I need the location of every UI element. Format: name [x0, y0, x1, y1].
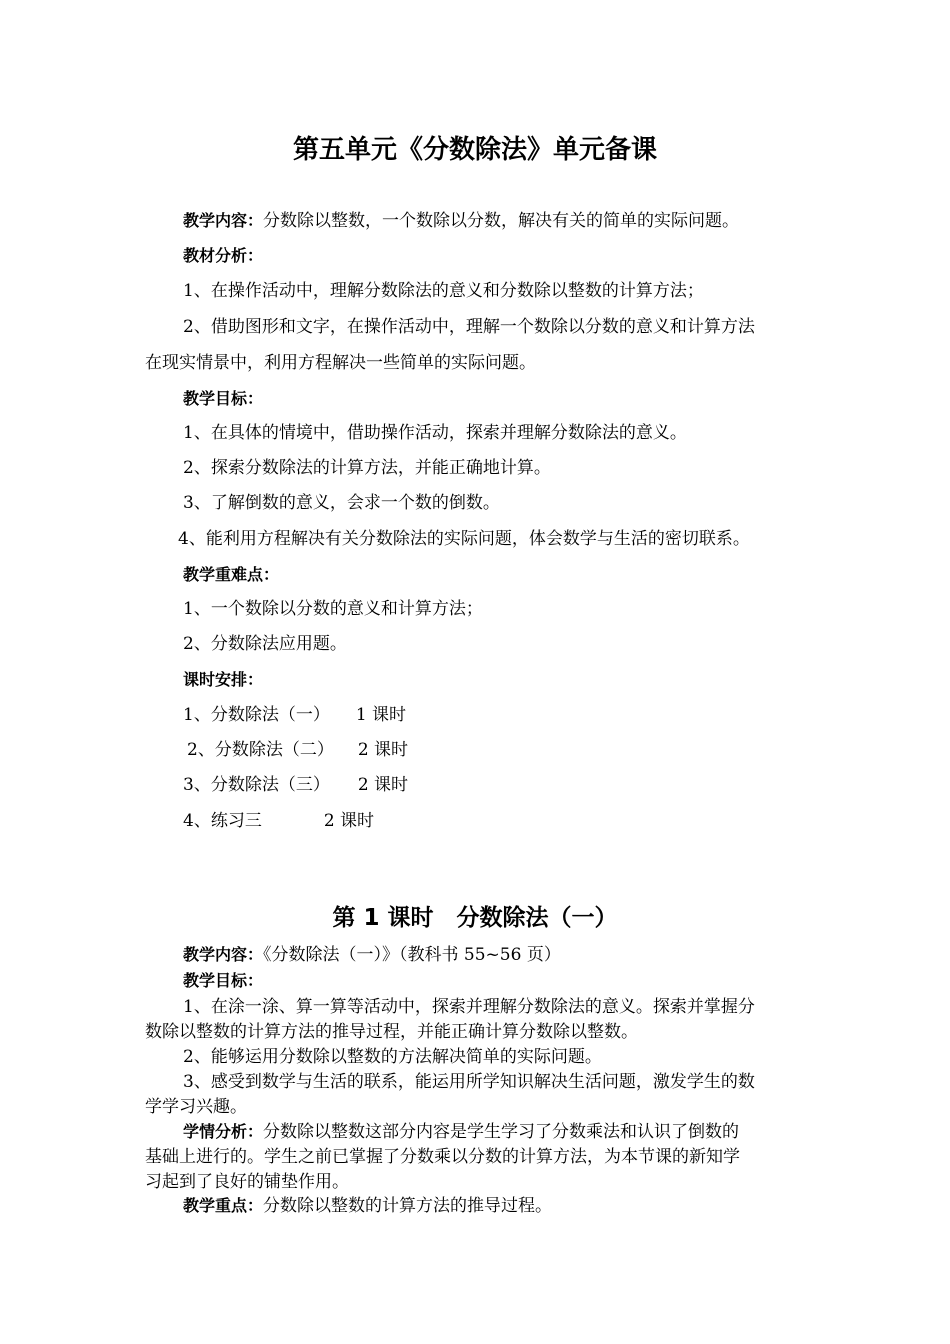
- lesson-goals-line: 1、在涂一涂、算一算等活动中，探索并理解分数除法的意义。探索并掌握分: [183, 997, 755, 1017]
- lesson-focus: [183, 1195, 552, 1217]
- schedule-hours: 2 课时: [357, 775, 409, 795]
- unit-analysis-label: 教材分析：: [183, 246, 264, 265]
- unit-content: [183, 210, 739, 232]
- unit-key-item: 1、一个数除以分数的意义和计算方法；: [183, 599, 483, 619]
- schedule-name: 2、分数除法（二）: [187, 740, 334, 760]
- lesson-situation-label: 学情分析：: [183, 1122, 264, 1141]
- unit-goal-item: 2、探索分数除法的计算方法，并能正确地计算。: [183, 458, 551, 478]
- lesson-goals-line: 学学习兴趣。: [145, 1097, 247, 1117]
- schedule-row: [183, 704, 406, 726]
- unit-content-text: 分数除以整数，一个数除以分数，解决有关的简单的实际问题。: [263, 211, 740, 231]
- schedule-hours: 1 课时: [355, 705, 407, 725]
- schedule-row: [183, 774, 408, 796]
- schedule-hours: 2 课时: [357, 740, 409, 760]
- lesson-situation: [183, 1121, 739, 1143]
- unit-analysis-item: 2、借助图形和文字，在操作活动中，理解一个数除以分数的意义和计算方法: [183, 317, 755, 337]
- lesson-situation-line: 基础上进行的。学生之前已掌握了分数乘以分数的计算方法，为本节课的新知学: [145, 1147, 740, 1167]
- unit-key-item: 2、分数除法应用题。: [183, 634, 347, 654]
- unit-content-label: 教学内容：: [183, 211, 264, 230]
- unit-goals-label: 教学目标：: [183, 389, 264, 408]
- lesson-title: 第 1 课时 分数除法（一）: [332, 905, 618, 931]
- schedule-name: 1、分数除法（一）: [183, 705, 330, 725]
- schedule-row: [183, 810, 374, 832]
- unit-analysis-item: 在现实情景中，利用方程解决一些简单的实际问题。: [145, 353, 536, 373]
- lesson-goals-line: 数除以整数的计算方法的推导过程，并能正确计算分数除以整数。: [145, 1022, 638, 1042]
- schedule-name: 4、练习三: [183, 811, 262, 831]
- unit-title: 第五单元《分数除法》单元备课: [292, 135, 657, 165]
- schedule-hours: 2 课时: [323, 811, 375, 831]
- lesson-goals-line: 3、感受到数学与生活的联系，能运用所学知识解决生活问题，激发学生的数: [183, 1072, 755, 1092]
- lesson-content-text: 《分数除法（一）》（教科书 55~56 页）: [263, 945, 561, 965]
- lesson-situation-line: 习起到了良好的铺垫作用。: [145, 1172, 349, 1192]
- unit-key-label: 教学重难点：: [183, 565, 280, 584]
- unit-schedule-label: 课时安排：: [183, 670, 264, 689]
- schedule-name: 3、分数除法（三）: [183, 775, 330, 795]
- unit-goal-item: 4、能利用方程解决有关分数除法的实际问题，体会数学与生活的密切联系。: [178, 529, 750, 549]
- lesson-focus-label: 教学重点：: [183, 1196, 264, 1215]
- lesson-goals-label: 教学目标：: [183, 971, 264, 990]
- unit-analysis-item: 1、在操作活动中，理解分数除法的意义和分数除以整数的计算方法；: [183, 281, 704, 301]
- lesson-content-label: 教学内容：: [183, 945, 264, 964]
- schedule-row: [187, 739, 408, 761]
- lesson-focus-text: 分数除以整数的计算方法的推导过程。: [263, 1196, 553, 1216]
- unit-goal-item: 1、在具体的情境中，借助操作活动，探索并理解分数除法的意义。: [183, 423, 687, 443]
- lesson-goals-line: 2、能够运用分数除以整数的方法解决简单的实际问题。: [183, 1047, 602, 1067]
- lesson-situation-text: 分数除以整数这部分内容是学生学习了分数乘法和认识了倒数的: [263, 1122, 740, 1142]
- lesson-content: [183, 944, 561, 966]
- unit-goal-item: 3、了解倒数的意义，会求一个数的倒数。: [183, 493, 500, 513]
